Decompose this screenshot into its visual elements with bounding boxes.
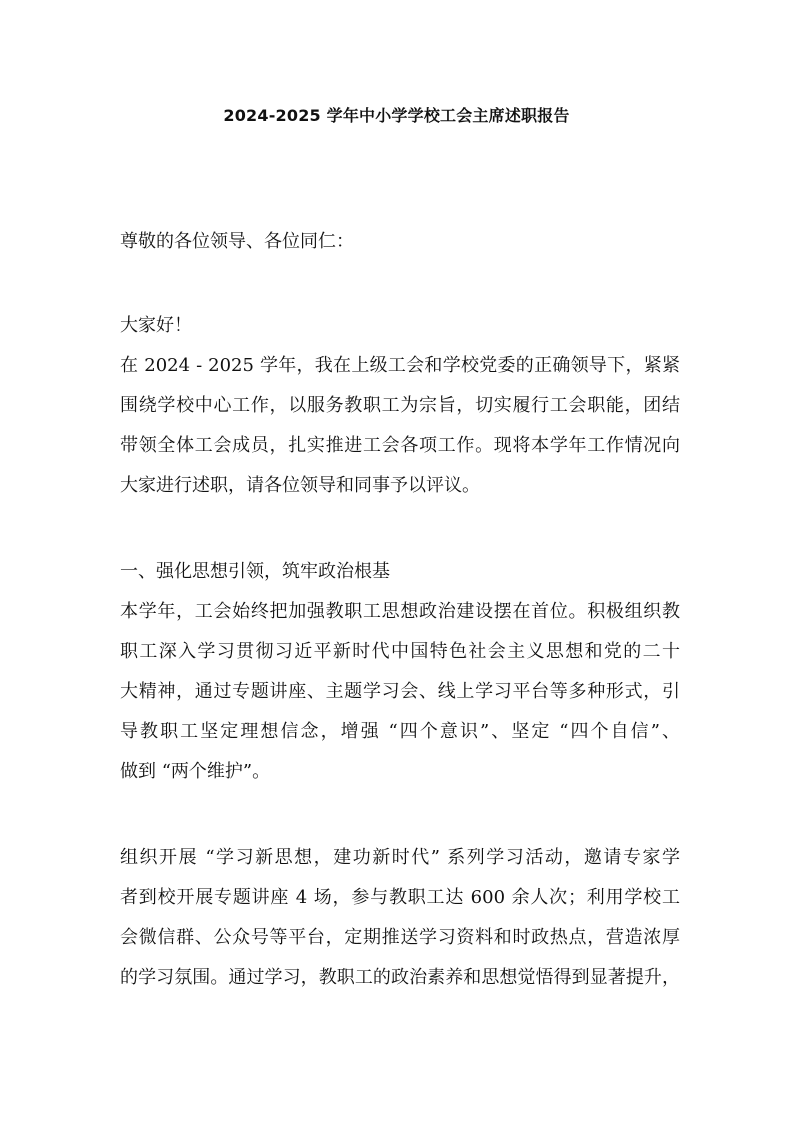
- intro-line: 大家进行述职，请各位领导和同事予以评议。: [120, 475, 480, 496]
- intro-line: 围绕学校中心工作，以服务教职工为宗旨，切实履行工会职能，团结: [120, 395, 680, 416]
- section1-para1-line: 职工深入学习贯彻习近平新时代中国特色社会主义思想和党的二十: [120, 641, 680, 662]
- intro-line: 带领全体工会成员，扎实推进工会各项工作。现将本学年工作情况向: [120, 435, 680, 456]
- section1-para2-line: 组织开展 “学习新思想，建功新时代” 系列学习活动，邀请专家学: [120, 847, 680, 868]
- section1-para2-line: 会微信群、公众号等平台，定期推送学习资料和时政热点，营造浓厚: [120, 927, 680, 948]
- section1-para1-line: 大精神，通过专题讲座、主题学习会、线上学习平台等多种形式，引: [120, 681, 680, 702]
- document-title: 2024-2025 学年中小学学校工会主席述职报告: [223, 106, 570, 125]
- section1-para1-line: 做到 “两个维护”。: [120, 761, 271, 782]
- section1-para1-line: 导教职工坚定理想信念，增强 “四个意识”、坚定 “四个自信”、: [120, 721, 680, 742]
- intro-line: 在 2024 - 2025 学年，我在上级工会和学校党委的正确领导下，紧紧: [120, 355, 680, 376]
- section-heading: 一、强化思想引领，筑牢政治根基: [120, 561, 390, 582]
- section1-para2-line: 者到校开展专题讲座 4 场，参与教职工达 600 余人次；利用学校工: [120, 887, 680, 908]
- greeting-line: 尊敬的各位领导、各位同仁：: [120, 231, 354, 252]
- section1-para2-line: 的学习氛围。通过学习，教职工的政治素养和思想觉悟得到显著提升，: [120, 967, 680, 988]
- hello-line: 大家好！: [120, 315, 192, 336]
- section1-para1-line: 本学年，工会始终把加强教职工思想政治建设摆在首位。积极组织教: [120, 601, 680, 622]
